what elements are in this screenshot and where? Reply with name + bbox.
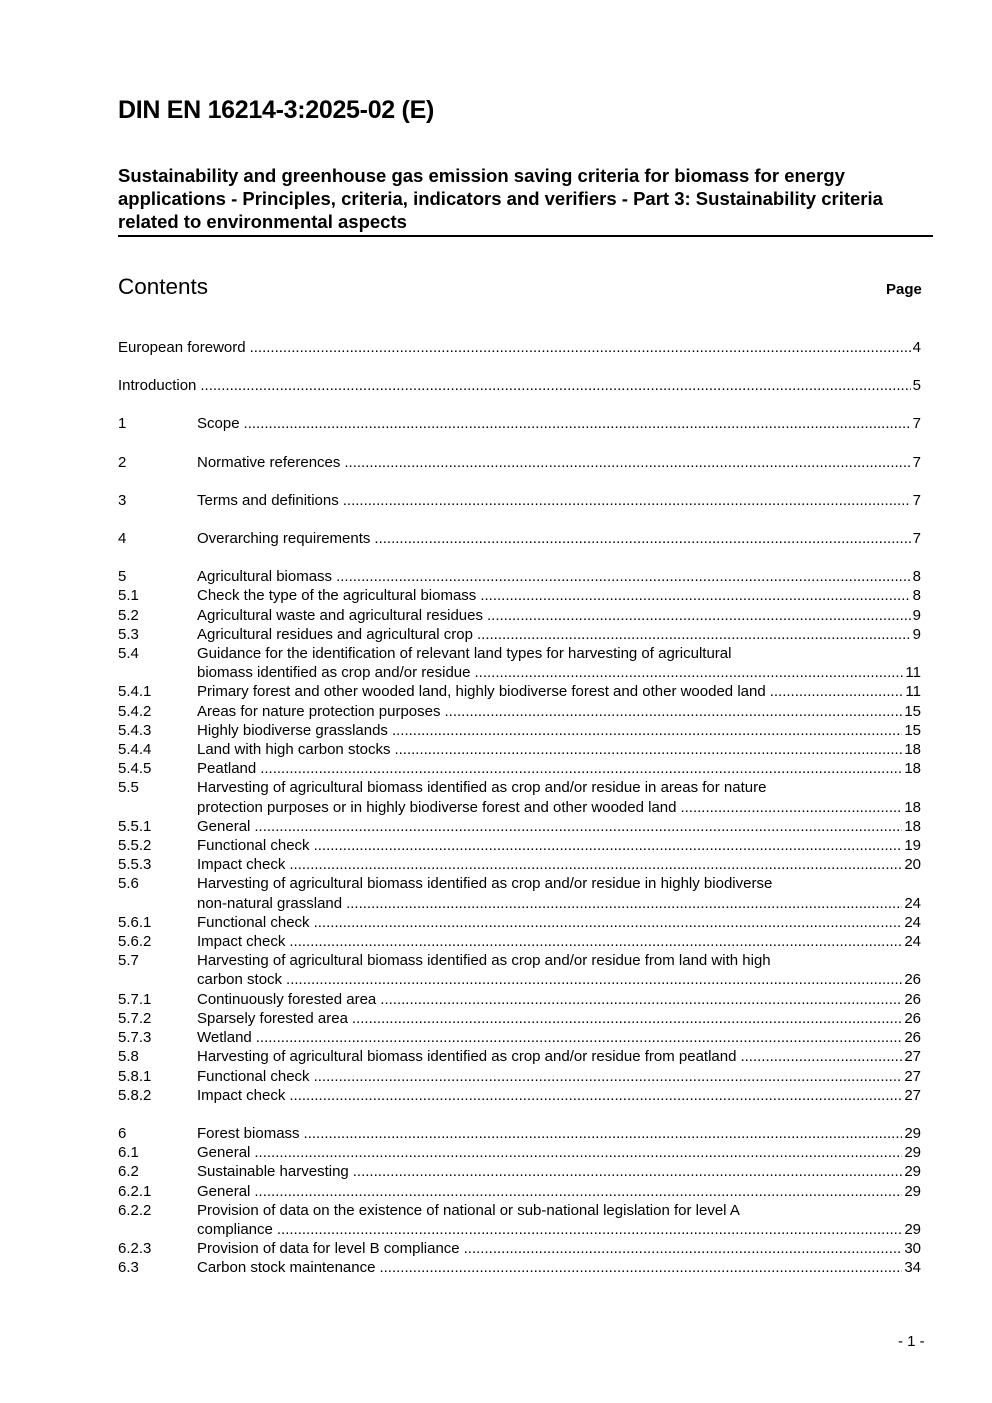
toc-entry-title-block: [197, 1258, 921, 1277]
toc-entry-number: 5.2: [118, 606, 139, 624]
toc-entry[interactable]: [118, 414, 921, 433]
toc-entry[interactable]: [118, 567, 921, 586]
toc-entry-page: 29: [904, 1182, 921, 1200]
toc-dot-leader: [277, 1220, 902, 1239]
toc-entry-title-block: [197, 1239, 921, 1258]
toc-entry-line: [118, 338, 921, 357]
toc-entry-title: Provision of data for level B compliance: [197, 1240, 460, 1258]
toc-dot-leader: [304, 1124, 903, 1143]
toc-entry-page: 7: [912, 453, 921, 471]
toc-entry-number: 5.5.1: [118, 817, 152, 835]
toc-entry-title: Continuously forested area: [197, 990, 377, 1008]
toc-entry-page: 27: [904, 1048, 921, 1066]
toc-entry[interactable]: [118, 778, 921, 816]
toc-entry-title-block: [197, 855, 921, 874]
toc-dot-leader: [680, 798, 902, 817]
toc-entry-line: [197, 1220, 921, 1239]
toc-entry-number: 6.2.1: [118, 1182, 152, 1200]
toc-entry-title-block: [197, 702, 921, 721]
toc-entry-line: [197, 1162, 921, 1181]
toc-entry-page: 11: [905, 664, 921, 682]
toc-entry-line: [197, 702, 921, 721]
toc-entry[interactable]: [118, 702, 921, 721]
toc-entry-line: [197, 721, 921, 740]
toc-entry-title-block: [197, 567, 921, 586]
toc-entry[interactable]: [118, 951, 921, 989]
toc-dot-leader: [464, 1239, 903, 1258]
toc-dot-leader: [344, 453, 910, 472]
toc-entry-page: 24: [904, 894, 921, 912]
toc-entry-title: Agricultural biomass: [197, 568, 333, 586]
toc-entry-title: Highly biodiverse grasslands: [197, 721, 388, 739]
toc-entry[interactable]: [118, 874, 921, 912]
toc-entry-line: [197, 663, 921, 682]
toc-entry-number: 5.3: [118, 625, 139, 643]
toc-entry-title-first-line: Provision of data on the existence of national or sub-national legislation for level A: [197, 1201, 740, 1219]
toc-entry-number: 6: [118, 1124, 127, 1142]
toc-entry-number: 2: [118, 453, 127, 471]
toc-dot-leader: [289, 1086, 902, 1105]
toc-entry[interactable]: [118, 932, 921, 951]
toc-entry-number: 5.5.2: [118, 837, 152, 855]
toc-entry-page: 18: [904, 798, 921, 816]
toc-entry-title-block: [197, 817, 921, 836]
toc-entry[interactable]: [118, 1009, 921, 1028]
toc-entry-line: [197, 529, 921, 548]
toc-entry-line: [197, 414, 921, 433]
toc-dot-leader: [380, 990, 902, 1009]
toc-entry-number: 6.2.3: [118, 1240, 152, 1258]
toc-entry-title: Impact check: [197, 1086, 286, 1104]
toc-dot-leader: [480, 586, 910, 605]
toc-entry-page: 11: [905, 683, 921, 701]
toc-entry[interactable]: [118, 1201, 921, 1239]
toc-entry-title-block: [197, 740, 921, 759]
toc-entry-page: 8: [912, 587, 921, 605]
toc-entry-page: 7: [912, 415, 921, 433]
toc-entry-page: 7: [912, 491, 921, 509]
toc-dot-leader: [487, 606, 911, 625]
toc-entry[interactable]: [118, 759, 921, 778]
toc-dot-leader: [740, 1047, 902, 1066]
toc-entry-title-block: [197, 913, 921, 932]
toc-entry-title-first-line: Harvesting of agricultural biomass identified as crop and/or residue in highly biodiverse: [197, 875, 773, 893]
toc-entry-title: Harvesting of agricultural biomass identified as crop and/or residue from peatland: [197, 1048, 737, 1066]
toc-entry[interactable]: [118, 1258, 921, 1277]
toc-entry-line: [118, 376, 921, 395]
toc-dot-leader: [289, 855, 902, 874]
toc-entry-title-block: [197, 606, 921, 625]
toc-entry[interactable]: [118, 1047, 921, 1066]
toc-entry-number: 5.7.1: [118, 990, 152, 1008]
toc-dot-leader: [374, 529, 910, 548]
toc-entry-title-block: [197, 990, 921, 1009]
toc-entry-title: Impact check: [197, 933, 286, 951]
toc-entry-number: 5.8: [118, 1048, 139, 1066]
toc-entry-page: 5: [912, 377, 921, 395]
toc-entry-title-block: [197, 1086, 921, 1105]
toc-entry-line: [197, 913, 921, 932]
toc-entry[interactable]: [118, 1067, 921, 1086]
toc-entry-title: Wetland: [197, 1029, 252, 1047]
toc-entry-number: 5.7: [118, 952, 139, 970]
toc-dot-leader: [286, 970, 902, 989]
toc-entry-title: Sustainable harvesting: [197, 1163, 349, 1181]
toc-entry-number: 5.1: [118, 587, 139, 605]
toc-entry-title-block: [197, 1201, 921, 1239]
toc-entry-page: 15: [904, 721, 921, 739]
toc-entry[interactable]: [118, 836, 921, 855]
toc-entry-number: 5.4.5: [118, 760, 152, 778]
toc-entry-line: [197, 932, 921, 951]
toc-dot-leader: [336, 567, 911, 586]
toc-entry-title-first-line: Harvesting of agricultural biomass identified as crop and/or residue in areas for nature: [197, 779, 767, 797]
toc-entry-title-block: [197, 1124, 921, 1143]
toc-entry-title: Primary forest and other wooded land, highly biodiverse forest and other wooded land: [197, 683, 766, 701]
toc-entry-number: 5.4.4: [118, 741, 152, 759]
toc-entry-line: [197, 625, 921, 644]
toc-entry-number: 5.4.3: [118, 721, 152, 739]
toc-entry-title-block: [197, 1028, 921, 1047]
toc-entry[interactable]: [118, 338, 921, 357]
toc-entry-page: 15: [904, 702, 921, 720]
toc-entry-title-block: [197, 1067, 921, 1086]
toc-entry-number: 5.5: [118, 779, 139, 797]
toc-entry-title: Impact check: [197, 856, 286, 874]
toc-dot-leader: [394, 740, 902, 759]
toc-entry-title: Terms and definitions: [197, 491, 339, 509]
toc-entry-page: 26: [904, 990, 921, 1008]
toc-entry[interactable]: [118, 1162, 921, 1181]
toc-entry-number: 4: [118, 530, 127, 548]
toc-entry-line: [197, 1067, 921, 1086]
toc-dot-leader: [475, 663, 904, 682]
toc-dot-leader: [250, 338, 911, 357]
toc-dot-leader: [392, 721, 902, 740]
toc-entry-title: Peatland: [197, 760, 257, 778]
toc-entry-title: compliance: [197, 1220, 273, 1238]
toc-entry[interactable]: [118, 625, 921, 644]
toc-entry-line: [197, 1086, 921, 1105]
toc-dot-leader: [254, 1182, 902, 1201]
toc-entry-title-block: [197, 682, 921, 701]
toc-entry[interactable]: [118, 855, 921, 874]
toc-entry-title-block: [197, 951, 921, 989]
toc-entry-title: Land with high carbon stocks: [197, 741, 391, 759]
toc-entry[interactable]: [118, 376, 921, 395]
toc-entry[interactable]: [118, 1028, 921, 1047]
table-of-contents: [118, 338, 921, 1278]
toc-dot-leader: [260, 759, 902, 778]
contents-heading: Contents: [118, 274, 209, 299]
toc-entry-title-block: [118, 376, 921, 395]
toc-entry-page: 26: [904, 1029, 921, 1047]
toc-entry-page: 34: [904, 1259, 921, 1277]
toc-entry-line: [197, 682, 921, 701]
toc-entry-title-block: [197, 529, 921, 548]
toc-entry-page: 20: [904, 856, 921, 874]
toc-entry-number: 5.6.2: [118, 933, 152, 951]
toc-entry-line: [197, 1124, 921, 1143]
toc-entry[interactable]: [118, 817, 921, 836]
toc-entry-line: [197, 1258, 921, 1277]
toc-dot-leader: [770, 682, 904, 701]
toc-entry-number: 3: [118, 491, 127, 509]
toc-entry-line: [197, 567, 921, 586]
toc-entry-number: 6.1: [118, 1144, 139, 1162]
toc-entry-number: 5.4.1: [118, 683, 152, 701]
toc-entry[interactable]: [118, 721, 921, 740]
toc-entry[interactable]: [118, 682, 921, 701]
toc-entry-number: 6.2.2: [118, 1201, 152, 1219]
toc-entry-page: 29: [904, 1144, 921, 1162]
toc-entry-title-block: [197, 1047, 921, 1066]
toc-entry-line: [197, 1143, 921, 1162]
toc-entry-title: Introduction: [118, 377, 197, 395]
toc-entry-title: Normative references: [197, 453, 341, 471]
toc-entry-line: [197, 453, 921, 472]
toc-entry-title-block: [197, 586, 921, 605]
toc-entry-title: biomass identified as crop and/or residue: [197, 664, 471, 682]
toc-entry-number: 5.5.3: [118, 856, 152, 874]
toc-entry-line: [197, 990, 921, 1009]
toc-dot-leader: [379, 1258, 902, 1277]
toc-entry-title: Overarching requirements: [197, 530, 371, 548]
toc-entry[interactable]: [118, 606, 921, 625]
toc-entry-title-block: [197, 874, 921, 912]
toc-entry-line: [197, 759, 921, 778]
toc-entry-title-block: [197, 1143, 921, 1162]
toc-entry-number: 5.8.2: [118, 1086, 152, 1104]
toc-entry-line: [197, 970, 921, 989]
toc-entry[interactable]: [118, 453, 921, 472]
toc-entry-page: 27: [904, 1067, 921, 1085]
toc-entry-title-block: [197, 1162, 921, 1181]
toc-entry-number: 5.4.2: [118, 702, 152, 720]
toc-entry-title-block: [197, 932, 921, 951]
toc-entry-line: [197, 1182, 921, 1201]
toc-entry-title: Agricultural waste and agricultural residues: [197, 606, 483, 624]
toc-entry-title: Functional check: [197, 913, 310, 931]
document-subtitle: Sustainability and greenhouse gas emission saving criteria for biomass for energy applications - Principles, criteria, indicators and verifiers - Part 3: Sustainability criteria related to environmental aspects: [118, 164, 933, 237]
document-id: DIN EN 16214-3:2025-02 (E): [118, 96, 434, 124]
toc-entry[interactable]: [118, 529, 921, 548]
toc-entry-page: 9: [912, 606, 921, 624]
toc-entry-title-block: [118, 338, 921, 357]
toc-entry-page: 9: [912, 625, 921, 643]
toc-entry[interactable]: [118, 491, 921, 510]
toc-entry-page: 26: [904, 1009, 921, 1027]
toc-entry[interactable]: [118, 1143, 921, 1162]
page-column-heading: Page: [886, 281, 922, 298]
toc-dot-leader: [200, 376, 910, 395]
toc-entry-title: Sparsely forested area: [197, 1009, 348, 1027]
toc-entry-title: Functional check: [197, 837, 310, 855]
toc-entry-line: [197, 491, 921, 510]
toc-entry-title-block: [197, 778, 921, 816]
toc-entry-page: 18: [904, 741, 921, 759]
toc-entry-title: non-natural grassland: [197, 894, 343, 912]
toc-entry-title: Scope: [197, 415, 240, 433]
toc-entry-page: 29: [904, 1220, 921, 1238]
toc-entry-title: protection purposes or in highly biodiverse forest and other wooded land: [197, 798, 677, 816]
toc-entry-number: 5.6: [118, 875, 139, 893]
toc-entry-title-block: [197, 644, 921, 682]
toc-entry-page: 29: [904, 1163, 921, 1181]
toc-entry-number: 5: [118, 568, 127, 586]
toc-dot-leader: [289, 932, 902, 951]
toc-entry[interactable]: [118, 586, 921, 605]
footer-page-number: - 1 -: [898, 1333, 925, 1350]
toc-dot-leader: [254, 1143, 902, 1162]
toc-entry-page: 18: [904, 760, 921, 778]
toc-dot-leader: [314, 913, 903, 932]
toc-entry-title: Agricultural residues and agricultural crop: [197, 625, 473, 643]
toc-entry-line: [197, 1239, 921, 1258]
toc-entry-title-block: [197, 625, 921, 644]
toc-dot-leader: [352, 1009, 902, 1028]
toc-entry-page: 4: [912, 339, 921, 356]
toc-dot-leader: [244, 414, 911, 433]
toc-entry-page: 26: [904, 971, 921, 989]
toc-entry-line: [197, 1028, 921, 1047]
toc-entry-page: 19: [904, 837, 921, 855]
toc-entry[interactable]: [118, 1182, 921, 1201]
toc-entry-number: 5.7.2: [118, 1009, 152, 1027]
toc-entry-title-first-line: Guidance for the identification of relevant land types for harvesting of agricultural: [197, 645, 732, 663]
toc-entry[interactable]: [118, 1124, 921, 1143]
toc-entry-title-block: [197, 491, 921, 510]
toc-entry[interactable]: [118, 990, 921, 1009]
toc-entry-line: [197, 798, 921, 817]
toc-dot-leader: [477, 625, 911, 644]
toc-entry-line: [197, 836, 921, 855]
toc-entry-number: 5.8.1: [118, 1067, 152, 1085]
toc-entry-title: Check the type of the agricultural biomass: [197, 587, 477, 605]
toc-dot-leader: [346, 894, 902, 913]
toc-entry-title-first-line: Harvesting of agricultural biomass identified as crop and/or residue from land with high: [197, 952, 771, 970]
toc-entry-title: Forest biomass: [197, 1124, 300, 1142]
toc-entry-title-block: [197, 453, 921, 472]
toc-entry-number: 1: [118, 415, 127, 433]
toc-entry-title: carbon stock: [197, 971, 283, 989]
toc-dot-leader: [444, 702, 902, 721]
toc-entry-title-block: [197, 836, 921, 855]
toc-entry-page: 8: [912, 568, 921, 586]
toc-entry-title-block: [197, 1009, 921, 1028]
toc-dot-leader: [343, 491, 911, 510]
toc-entry-title: Functional check: [197, 1067, 310, 1085]
toc-entry-number: 5.7.3: [118, 1029, 152, 1047]
toc-entry-page: 18: [904, 817, 921, 835]
toc-dot-leader: [353, 1162, 903, 1181]
toc-entry-line: [197, 740, 921, 759]
toc-entry[interactable]: [118, 1086, 921, 1105]
toc-entry-title: General: [197, 1144, 251, 1162]
toc-dot-leader: [254, 817, 902, 836]
toc-entry-line: [197, 1047, 921, 1066]
toc-entry-title: European foreword: [118, 339, 246, 356]
toc-entry-number: 6.3: [118, 1259, 139, 1277]
toc-entry[interactable]: [118, 740, 921, 759]
toc-entry-title: General: [197, 817, 251, 835]
toc-entry-title-block: [197, 414, 921, 433]
toc-entry-line: [197, 894, 921, 913]
toc-entry-line: [197, 855, 921, 874]
toc-entry-line: [197, 817, 921, 836]
toc-entry-title-block: [197, 759, 921, 778]
toc-entry-page: 30: [904, 1240, 921, 1258]
toc-entry[interactable]: [118, 1239, 921, 1258]
toc-entry-page: 24: [904, 933, 921, 951]
toc-entry-title-block: [197, 1182, 921, 1201]
toc-entry-title: Carbon stock maintenance: [197, 1259, 376, 1277]
toc-dot-leader: [314, 1067, 903, 1086]
toc-entry-line: [197, 586, 921, 605]
toc-entry-title: Areas for nature protection purposes: [197, 702, 441, 720]
toc-entry-page: 7: [912, 530, 921, 548]
toc-entry-line: [197, 606, 921, 625]
toc-dot-leader: [256, 1028, 903, 1047]
toc-entry[interactable]: [118, 644, 921, 682]
toc-entry-line: [197, 1009, 921, 1028]
toc-entry-page: 27: [904, 1086, 921, 1104]
toc-entry-page: 29: [904, 1124, 921, 1142]
toc-entry-page: 24: [904, 913, 921, 931]
toc-entry-title: General: [197, 1182, 251, 1200]
toc-entry-number: 5.6.1: [118, 913, 152, 931]
toc-entry-number: 5.4: [118, 645, 139, 663]
toc-dot-leader: [314, 836, 903, 855]
toc-entry-number: 6.2: [118, 1163, 139, 1181]
toc-entry-title-block: [197, 721, 921, 740]
toc-entry[interactable]: [118, 913, 921, 932]
